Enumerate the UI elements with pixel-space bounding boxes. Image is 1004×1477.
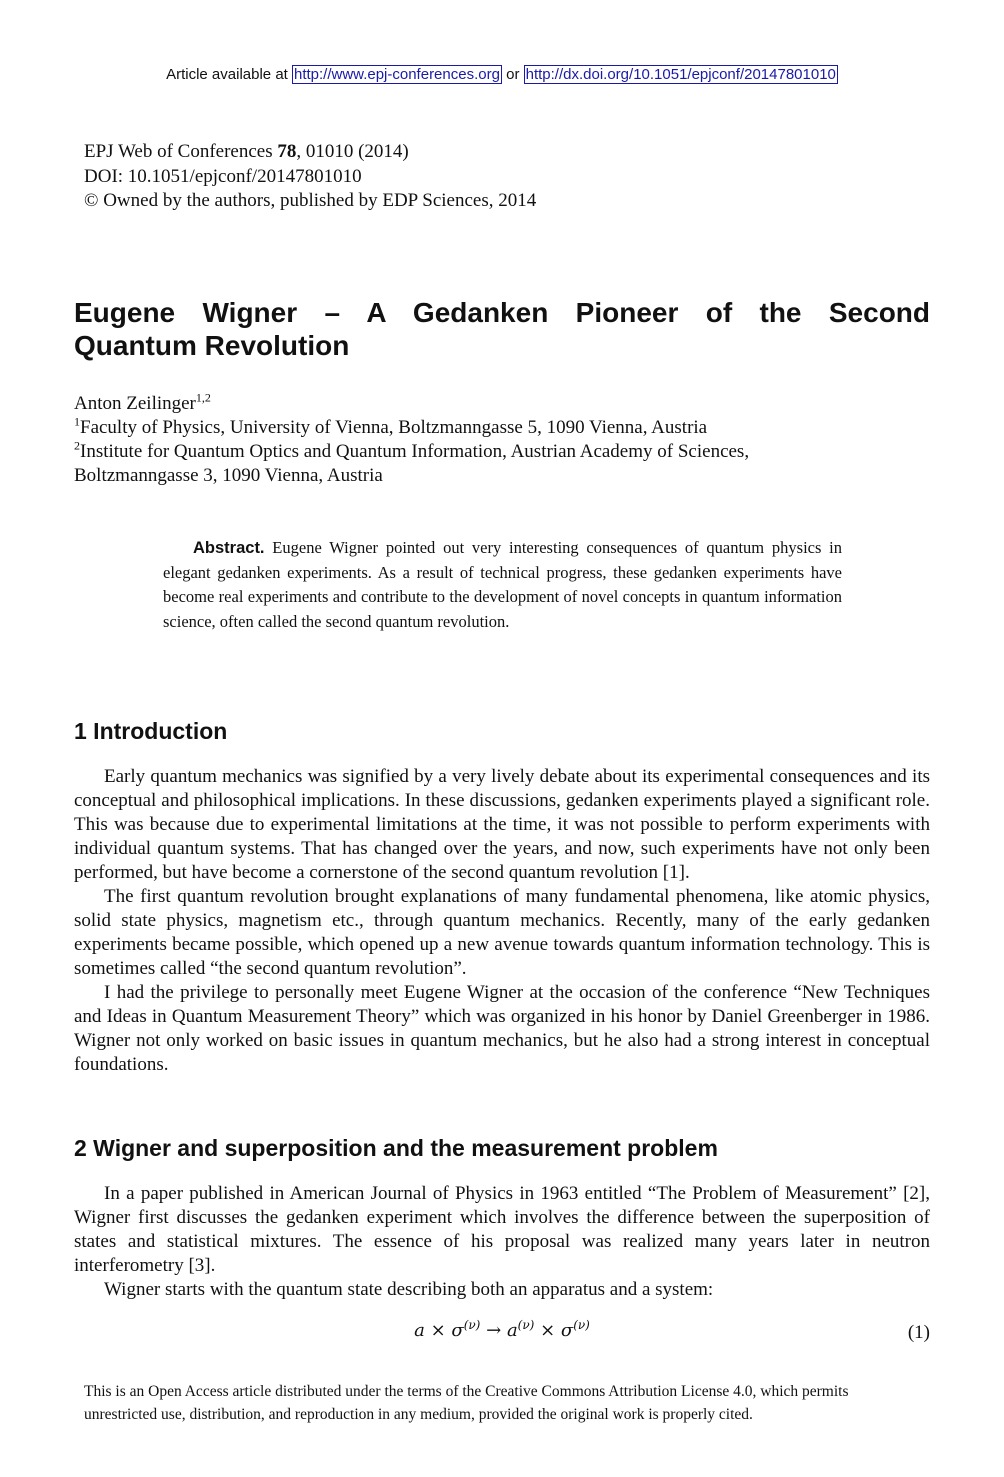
author-affiliation-marks: 1,2: [195, 390, 211, 405]
equation-1: [74, 1320, 930, 1348]
eq-sigma-2: σ: [560, 1320, 574, 1341]
eq-sigma-sup-2: (ν): [573, 1318, 590, 1332]
section-1-body: [74, 765, 930, 1077]
eq-a-2: a: [506, 1320, 518, 1341]
section-1-heading: 1 Introduction: [74, 718, 228, 744]
equation-number: (1): [907, 1322, 930, 1343]
eq-a: a: [414, 1320, 425, 1341]
notice-or: or: [506, 66, 520, 83]
affiliation-2-mark: 2: [74, 438, 80, 453]
abstract-text: Eugene Wigner pointed out very interesting consequences of quantum physics in elegant gedanken experiments. As a result of technical progress, these gedanken experiments have become real experiments and contribute to the development of novel concepts in quantum information science, often called the second quantum revolution.: [163, 538, 842, 631]
journal-citation: [84, 140, 536, 165]
copyright-text: Owned by the authors, published by EDP Sciences, 2014: [103, 190, 537, 211]
eq-arrow: →: [486, 1320, 502, 1341]
title-line-2: Quantum Revolution: [74, 330, 350, 361]
author-name-text: Anton Zeilinger: [74, 393, 196, 414]
affiliation-1-mark: 1: [74, 414, 80, 429]
article-availability-notice: [0, 66, 1004, 83]
section-2-body: [74, 1182, 930, 1302]
doi-link[interactable]: http://dx.doi.org/10.1051/epjconf/20147801010: [525, 66, 836, 83]
abstract-label: Abstract.: [193, 539, 265, 557]
title-line-1: Eugene Wigner – A Gedanken Pioneer of the Second: [74, 297, 930, 328]
eq-sigma-sup: (ν): [463, 1318, 481, 1332]
section-1-paragraph-3: I had the privilege to personally meet Eugene Wigner at the occasion of the conference “New Techniques and Ideas in Quantum Measurement Theory” which was organized in his honor by Daniel Greenberger in 1986. Wigner not only worked on basic issues in quantum mechanics, but he also had a strong interest in conceptual foundations.: [74, 982, 930, 1075]
journal-doi: DOI: 10.1051/epjconf/20147801010: [84, 165, 362, 187]
paper-title: [74, 296, 930, 362]
notice-prefix: Article available at: [166, 66, 288, 83]
journal-name: EPJ Web of Conferences: [84, 141, 273, 162]
license-footer: [84, 1380, 934, 1426]
affiliation-2: [74, 440, 934, 464]
journal-volume: 78: [277, 141, 297, 162]
epj-conferences-link[interactable]: http://www.epj-conferences.org: [294, 66, 500, 83]
affiliation-1-text: Faculty of Physics, University of Vienna, Boltzmanngasse 5, 1090 Vienna, Austria: [80, 417, 708, 438]
eq-times-2: ×: [540, 1320, 556, 1341]
eq-a-sup: (ν): [517, 1318, 535, 1332]
journal-copyright: [84, 189, 536, 214]
copyright-icon: ©: [84, 190, 99, 211]
equation-expression: [74, 1320, 930, 1341]
section-2-heading: 2 Wigner and superposition and the measurement problem: [74, 1135, 718, 1161]
eq-times: ×: [430, 1320, 446, 1341]
section-1-paragraph-2: The first quantum revolution brought explanations of many fundamental phenomena, like atomic physics, solid state physics, magnetism etc., through quantum mechanics. Recently, many of the early gedanken experiments became possible, which opened up a new avenue towards quantum information technology. This is sometimes called “the second quantum revolution”.: [74, 886, 930, 979]
journal-info: [84, 140, 536, 214]
section-2-paragraph-2: Wigner starts with the quantum state describing both an apparatus and a system:: [104, 1279, 714, 1300]
abstract: [163, 536, 842, 634]
affiliation-1: [74, 416, 934, 440]
license-line-1: This is an Open Access article distributed under the terms of the Creative Commons Attribution License 4.0, which permits: [84, 1383, 849, 1400]
eq-sigma: σ: [451, 1320, 464, 1341]
section-2-paragraph-1: In a paper published in American Journal of Physics in 1963 entitled “The Problem of Measurement” [2], Wigner first discusses the gedanken experiment which involves the difference between the superposition of states and statistical mixtures. The essence of his proposal was realized many years later in neutron interferometry [3].: [74, 1183, 930, 1276]
affiliation-2-text: Institute for Quantum Optics and Quantum Information, Austrian Academy of Sciences,: [80, 441, 750, 462]
section-1-paragraph-1: Early quantum mechanics was signified by a very lively debate about its experimental consequences and its conceptual and philosophical implications. In these discussions, gedanken experiments played a significant role. This was because due to experimental limitations at the time, it was not possible to perform experiments with individual quantum systems. That has changed over the years, and now, such experiments have not only been performed, but have become a cornerstone of the second quantum revolution [1].: [74, 766, 930, 883]
journal-article: , 01010 (2014): [296, 141, 409, 162]
affiliation-2-continued: Boltzmanngasse 3, 1090 Vienna, Austria: [74, 465, 383, 486]
author-block: [74, 392, 934, 488]
author-name: [74, 392, 934, 416]
license-line-2: unrestricted use, distribution, and reproduction in any medium, provided the original work is properly cited.: [84, 1406, 753, 1423]
